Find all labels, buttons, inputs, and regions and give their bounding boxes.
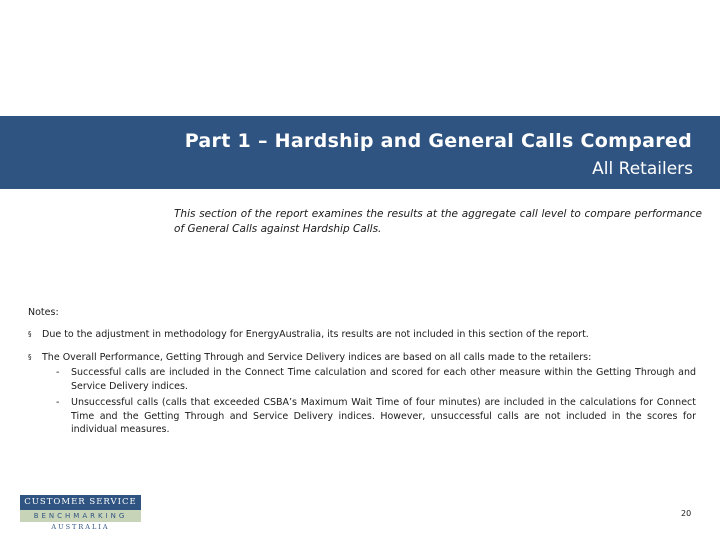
sub-note-text: Unsuccessful calls (calls that exceeded CSBA’s Maximum Wait Time of four minutes) are included in the calculations for Connect Time and the Getting Through and Service Delivery indices. However, unsuccessful calls are not included in the scores for individual measures. <box>71 397 696 435</box>
page-number: 20 <box>681 509 692 518</box>
logo-line-customer-service: CUSTOMER SERVICE <box>20 495 141 510</box>
bullet-icon: § <box>28 330 32 338</box>
page-title: Part 1 – Hardship and General Calls Compared <box>184 130 692 152</box>
header-banner <box>0 116 720 189</box>
page-subtitle: All Retailers <box>592 159 693 179</box>
sub-note-item <box>56 396 696 437</box>
dash-marker: - <box>56 397 60 408</box>
logo-line-australia: AUSTRALIA <box>51 523 110 531</box>
intro-paragraph: This section of the report examines the results at the aggregate call level to compare performance of General Calls against Hardship Calls. <box>174 208 702 235</box>
logo-line-benchmarking: BENCHMARKING <box>20 510 141 522</box>
csba-logo <box>20 495 141 533</box>
sub-note-item <box>56 366 696 393</box>
note-text: The Overall Performance, Getting Through and Service Delivery indices are based on all calls made to the retailers: <box>42 352 592 363</box>
dash-marker: - <box>56 367 60 378</box>
note-text: Due to the adjustment in methodology for EnergyAustralia, its results are not included in this section of the report. <box>42 329 589 340</box>
notes-heading: Notes: <box>28 307 59 318</box>
bullet-icon: § <box>28 353 32 361</box>
sub-note-text: Successful calls are included in the Connect Time calculation and scored for each other measure within the Getting Through and Service Delivery indices. <box>71 367 696 392</box>
